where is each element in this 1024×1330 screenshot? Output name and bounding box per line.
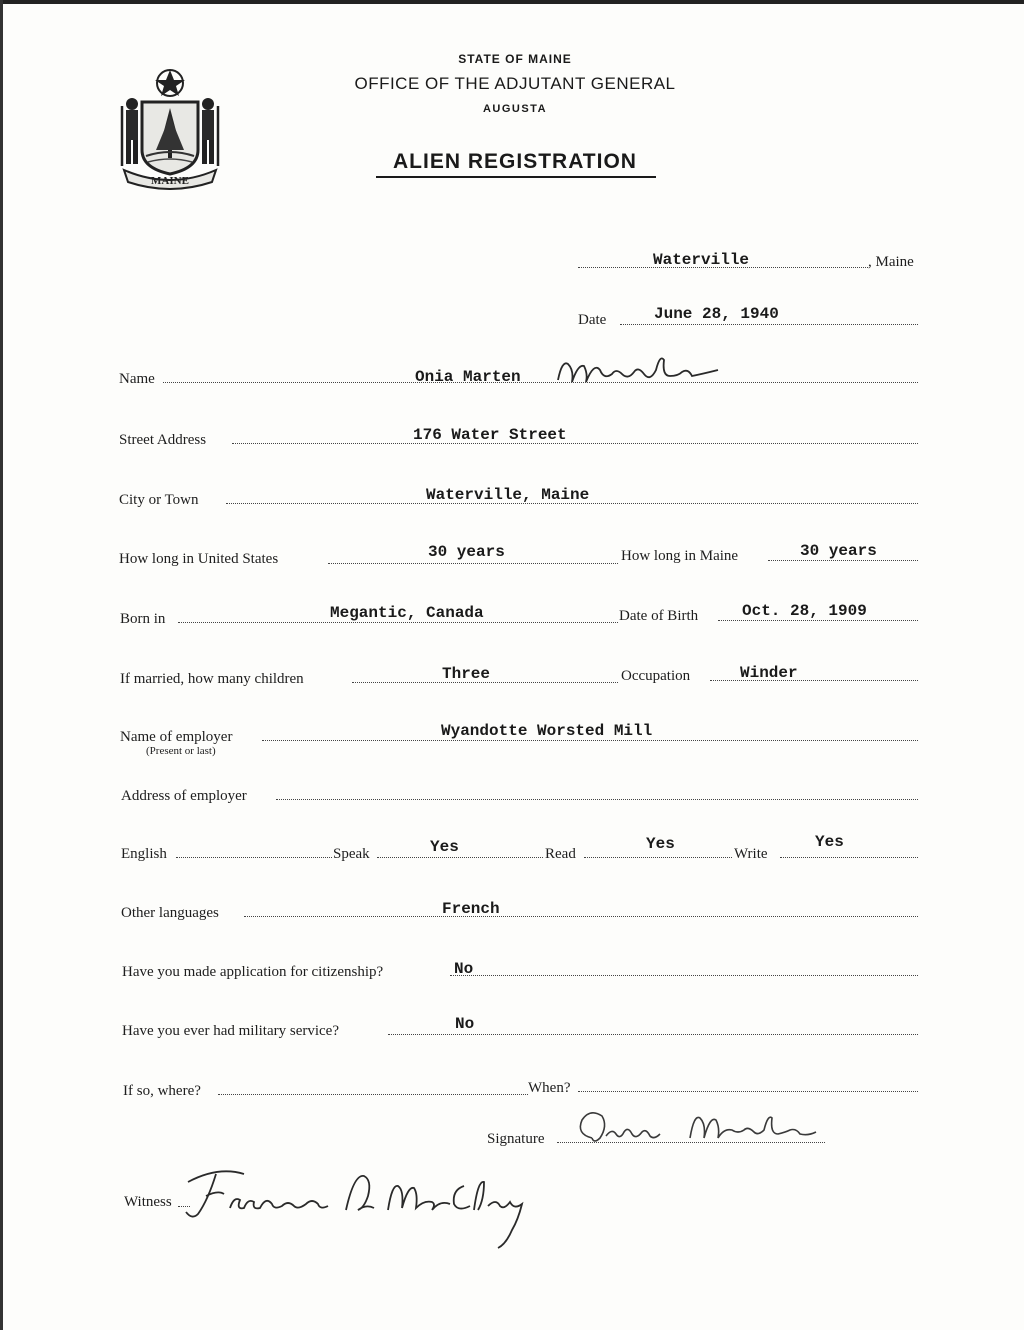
- employer-label: Name of employer: [120, 729, 233, 745]
- name-value: Onia Marten: [415, 368, 521, 386]
- other-languages-value: French: [442, 900, 500, 918]
- signature-label: Signature: [487, 1131, 545, 1147]
- date-value: June 28, 1940: [654, 305, 779, 323]
- occupation-value: Winder: [740, 664, 798, 682]
- title-underline: [376, 176, 656, 178]
- children-label: If married, how many children: [120, 671, 304, 687]
- write-label: Write: [734, 846, 768, 862]
- place-value: Waterville: [653, 251, 750, 269]
- when-line: [578, 1091, 918, 1092]
- military-line: [388, 1034, 918, 1035]
- write-line: [780, 857, 918, 858]
- born-in-line: [178, 622, 618, 623]
- city-town-value: Waterville, Maine: [426, 486, 590, 504]
- employer-sublabel: (Present or last): [146, 745, 216, 757]
- other-languages-line: [244, 916, 918, 917]
- state-seal-icon: [112, 66, 228, 190]
- date-line: [620, 324, 918, 325]
- date-label: Date: [578, 312, 607, 328]
- city-town-label: City or Town: [119, 492, 199, 508]
- state-heading: STATE OF MAINE: [458, 52, 572, 66]
- speak-value: Yes: [430, 838, 459, 856]
- speak-label: Speak: [333, 846, 370, 862]
- street-address-label: Street Address: [119, 432, 207, 448]
- write-value: Yes: [815, 833, 844, 851]
- children-value: Three: [442, 665, 491, 683]
- military-label: Have you ever had military service?: [122, 1023, 339, 1039]
- where-line: [218, 1094, 528, 1095]
- office-heading: OFFICE OF THE ADJUTANT GENERAL: [354, 74, 676, 93]
- us-duration-value: 30 years: [428, 543, 505, 561]
- employer-address-label: Address of employer: [121, 788, 247, 804]
- read-value: Yes: [646, 835, 675, 853]
- read-line: [584, 857, 732, 858]
- form-title: ALIEN REGISTRATION: [393, 150, 637, 173]
- us-duration-line: [328, 563, 618, 564]
- name-signature-icon: [552, 350, 722, 390]
- page-left-border: [0, 0, 3, 1330]
- witness-signature-icon: [178, 1160, 538, 1250]
- occupation-label: Occupation: [621, 668, 691, 684]
- name-line: [163, 382, 918, 383]
- citizenship-line: [450, 975, 918, 976]
- date-of-birth-line: [718, 620, 918, 621]
- where-label: If so, where?: [123, 1083, 201, 1099]
- english-label: English: [121, 846, 167, 862]
- military-value: No: [455, 1015, 475, 1033]
- born-in-value: Megantic, Canada: [330, 604, 484, 622]
- other-languages-label: Other languages: [121, 905, 219, 921]
- name-label: Name: [119, 371, 155, 387]
- svg-text:MAINE: MAINE: [151, 175, 189, 187]
- city-heading: AUGUSTA: [482, 103, 548, 115]
- date-of-birth-value: Oct. 28, 1909: [742, 602, 867, 620]
- citizenship-label: Have you made application for citizenship?: [122, 964, 384, 980]
- maine-duration-label: How long in Maine: [621, 548, 739, 564]
- us-duration-label: How long in United States: [119, 551, 279, 567]
- when-label: When?: [528, 1080, 571, 1096]
- english-line: [176, 857, 332, 858]
- date-of-birth-label: Date of Birth: [619, 608, 699, 624]
- speak-line: [377, 857, 543, 858]
- street-address-line: [232, 443, 918, 444]
- place-suffix: , Maine: [868, 254, 914, 270]
- born-in-label: Born in: [120, 611, 166, 627]
- employer-value: Wyandotte Worsted Mill: [441, 722, 653, 740]
- employer-line: [262, 740, 918, 741]
- maine-duration-line: [768, 560, 918, 561]
- citizenship-value: No: [454, 960, 474, 978]
- maine-duration-value: 30 years: [800, 542, 877, 560]
- employer-address-line: [276, 799, 918, 800]
- read-label: Read: [545, 846, 576, 862]
- applicant-signature-icon: [572, 1104, 832, 1150]
- witness-label: Witness: [124, 1194, 172, 1210]
- page-top-border: [0, 0, 1024, 4]
- street-address-value: 176 Water Street: [413, 426, 567, 444]
